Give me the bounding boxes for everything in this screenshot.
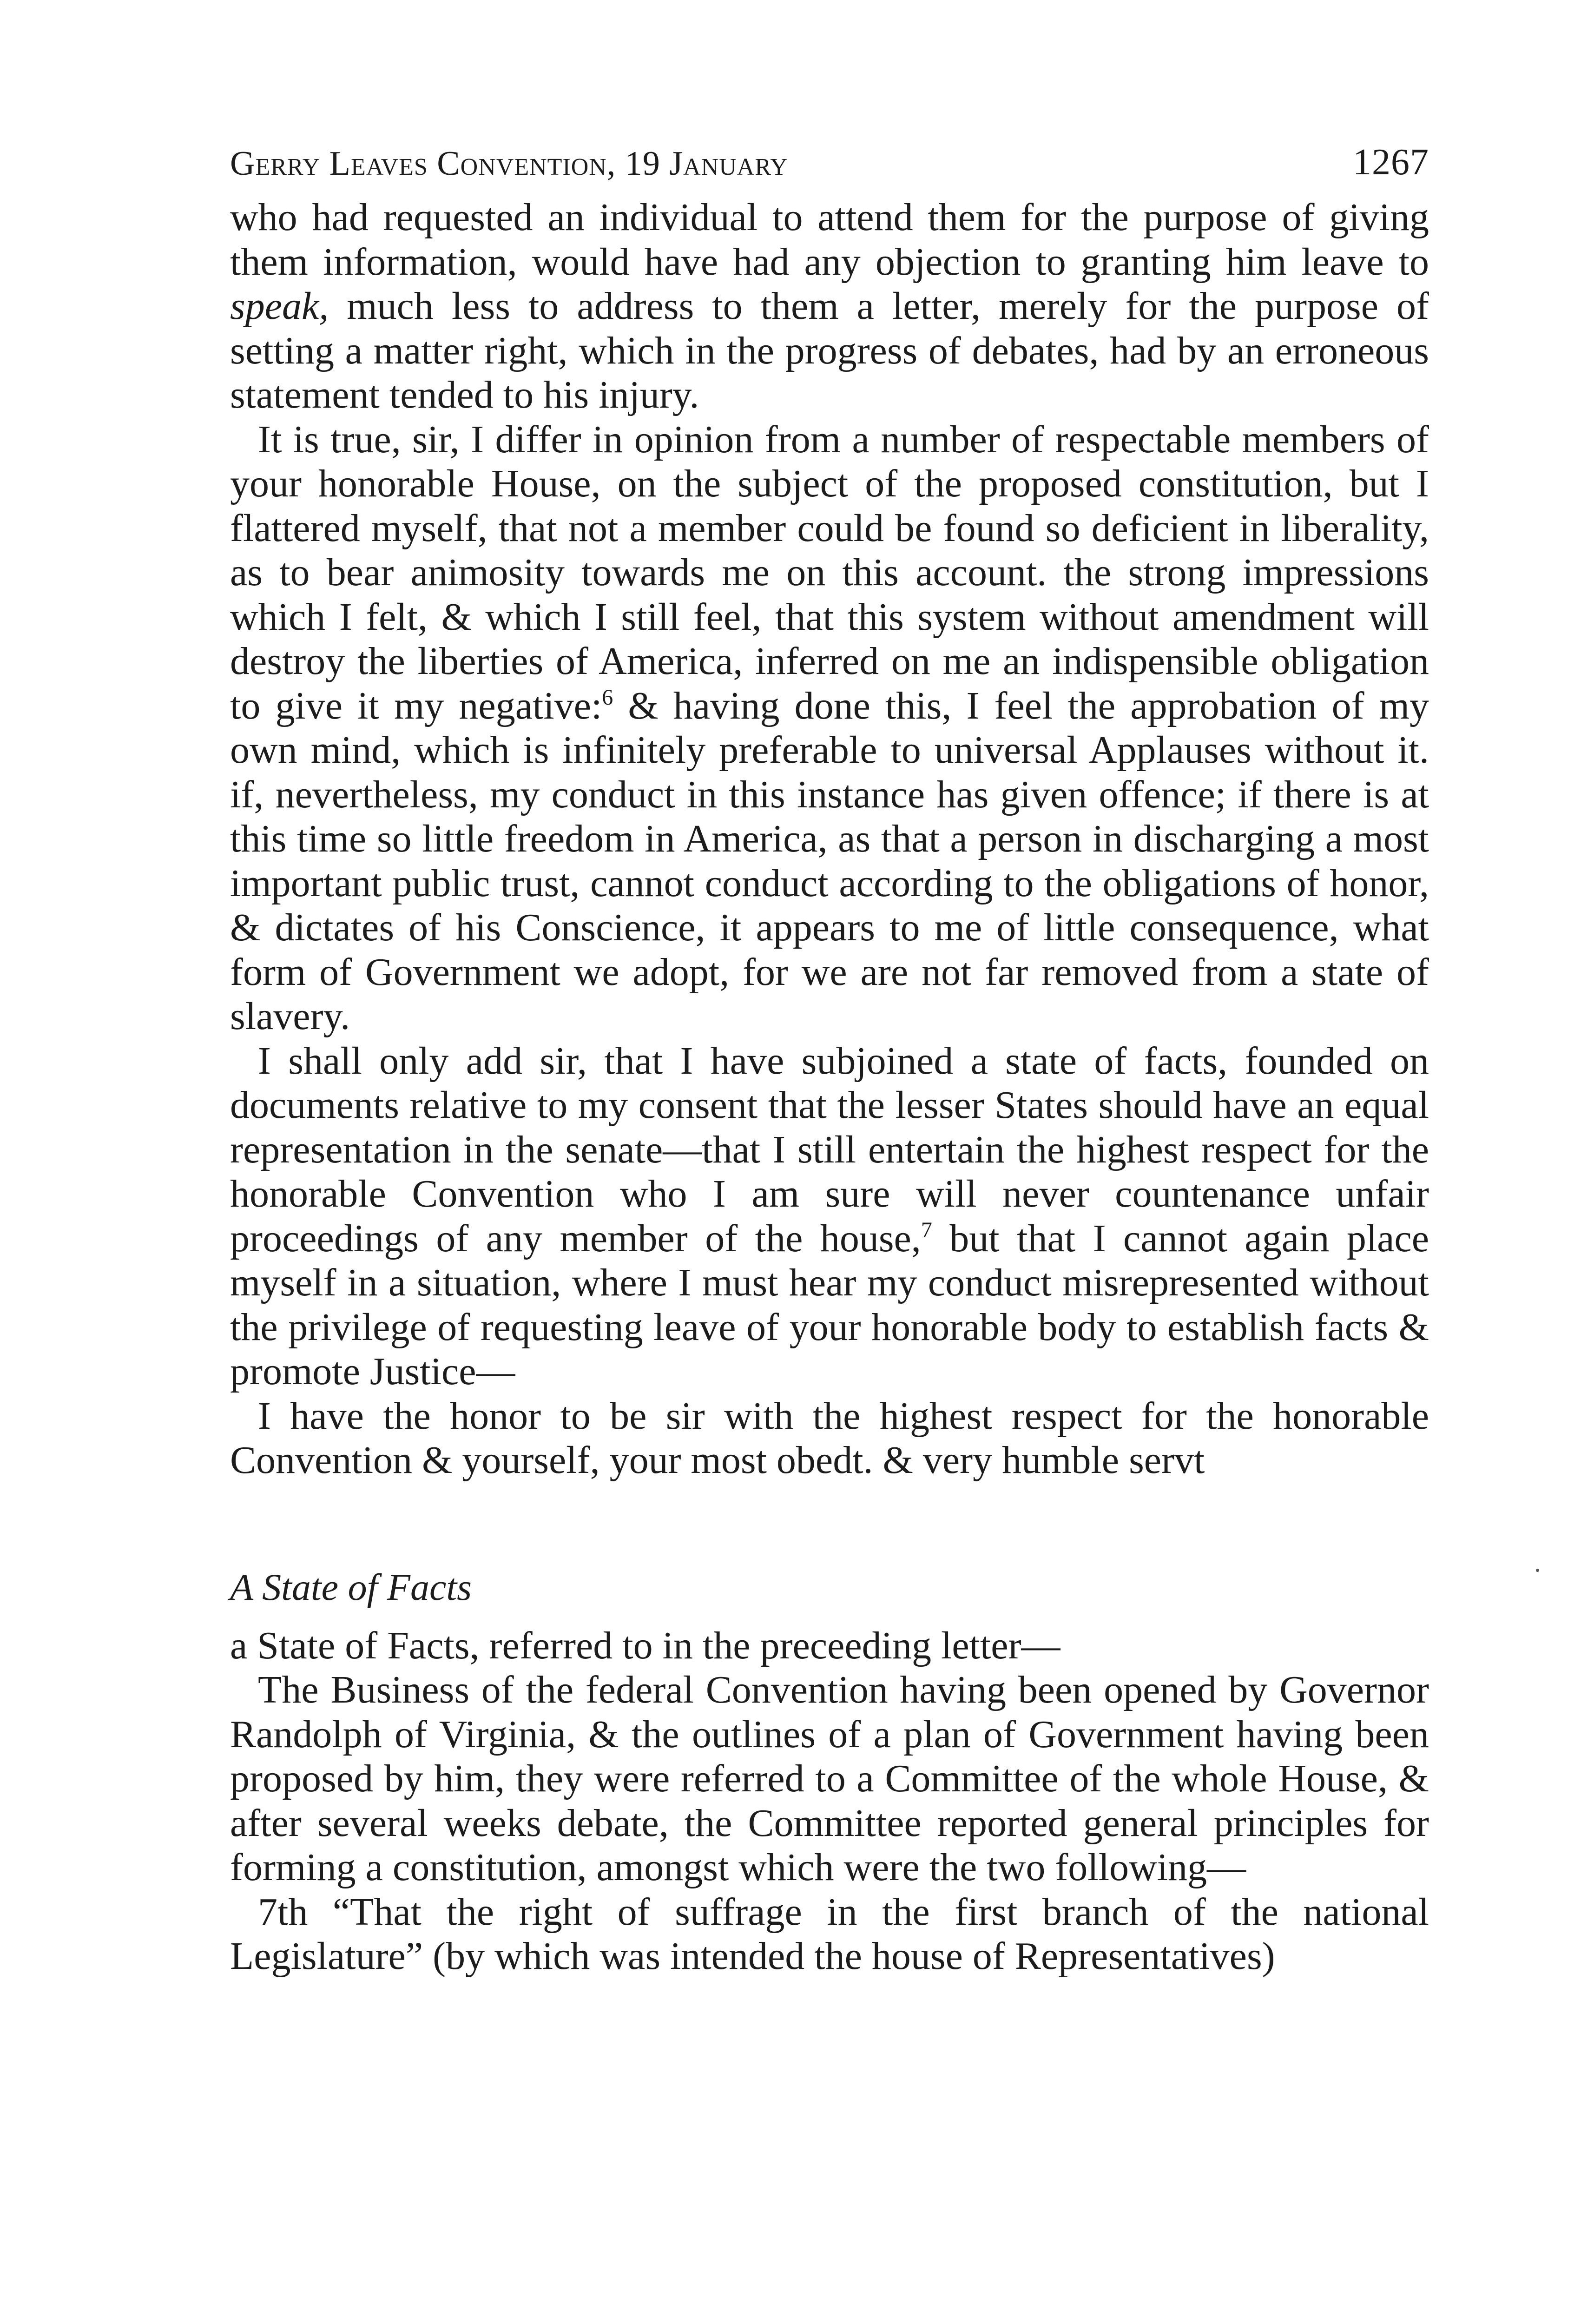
paragraph-text: who had requested an individual to attend them for the purpose of giving them information, would have had any objection to granting him leave to	[230, 196, 1429, 284]
closing-paragraph: I have the honor to be sir with the highest respect for the honorable Convention & yourself, your most obedt. & very humble servt	[230, 1394, 1429, 1482]
running-head-title: Gerry Leaves Convention, 19 January	[230, 145, 788, 183]
paragraph-text: but that I cannot again place myself in a situation, where I must hear my conduct misrepresented without the privilege of requesting leave of your honorable body to establish facts & promote Justice—	[230, 1216, 1429, 1393]
paragraph	[230, 417, 1429, 1039]
footnote-marker: 7	[921, 1217, 932, 1242]
paragraph: a State of Facts, referred to in the preceeding letter—	[230, 1624, 1060, 1667]
paragraph: 7th “That the right of suffrage in the first branch of the national Legislature” (by which was intended the house of Representatives)	[230, 1890, 1429, 1978]
running-head	[230, 135, 1429, 195]
paragraph-text: It is true, sir, I differ in opinion from a number of respectable members of your honorable House, on the subject of the proposed constitution, but I flattered myself, that not a member could be found so deficient in liberality, as to bear animosity towards me on this account. the strong impressions which I felt, & which I still feel, that this system without amendment will destroy the liberties of America, inferred on me an indispensible obligation to give it my negative:	[230, 417, 1429, 727]
paragraph-text: much less to address to them a letter, merely for the purpose of setting a matter right, which in the progress of debates, had by an erroneous statement tended to his injury.	[230, 284, 1429, 416]
section-heading: A State of Facts	[230, 1565, 472, 1608]
page-number: 1267	[1353, 142, 1429, 183]
paragraph-text: & having done this, I feel the approbation of my own mind, which is infinitely preferable to universal Applauses without it. if, nevertheless, my conduct in this instance has given offence; if there is at this time so little freedom in America, as that a person in discharging a most important public trust, cannot conduct according to the obligations of honor, & dictates of his Conscience, it appears to me of little consequence, what form of Government we adopt, for we are not far removed from a state of slavery.	[230, 684, 1429, 1038]
body-text	[230, 195, 1429, 1979]
paragraph	[230, 1039, 1429, 1394]
paragraph-text: I shall only add sir, that I have subjoined a state of facts, founded on documents relative to my consent that the lesser States should have an equal representation in the senate—that I still entertain the highest respect for the honorable Convention who I am sure will never countenance unfair proceedings of any member of the house,	[230, 1039, 1429, 1260]
emphasis-text: speak,	[230, 284, 329, 328]
document-page	[230, 135, 1429, 1979]
scan-speck	[1536, 1569, 1539, 1572]
footnote-marker: 6	[602, 685, 613, 710]
paragraph-continuation	[230, 195, 1429, 417]
paragraph: The Business of the federal Convention having been opened by Governor Randolph of Virginia, & the outlines of a plan of Government having been proposed by him, they were referred to a Committee of the whole House, & after several weeks debate, the Committee reported general principles for forming a constitution, amongst which were the two following—	[230, 1668, 1429, 1889]
